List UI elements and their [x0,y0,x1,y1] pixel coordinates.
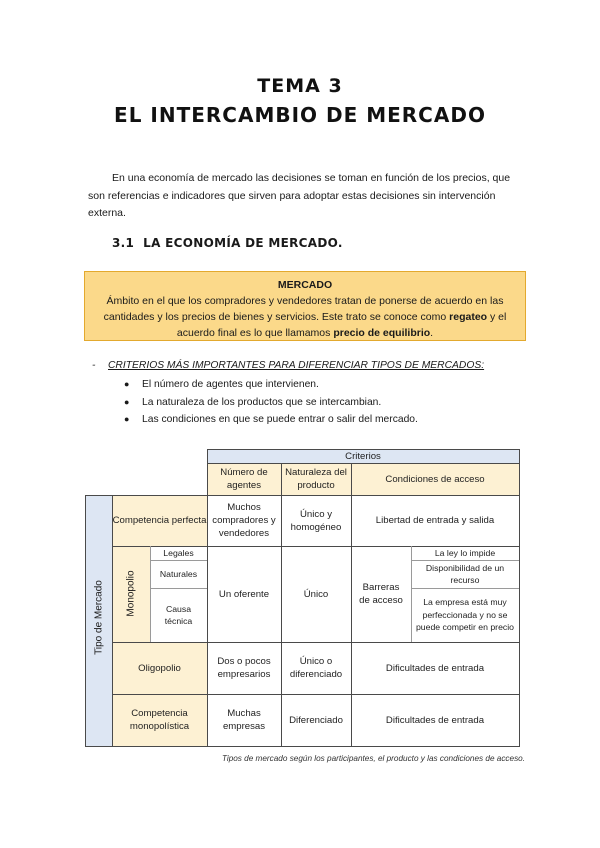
mon-detalle-recurso: Disponibilidad de un recurso [425,562,505,585]
definition-text-part: y el acuerdo final es lo que llamamos [176,311,507,339]
mon-acceso: Barreras de acceso [359,582,403,606]
col-header-producto: Naturaleza del producto [281,463,351,495]
col-header-acceso: Condiciones de acceso [351,463,519,495]
definition-heading: MERCADO [277,279,333,291]
list-dash: - [92,360,96,371]
row-oligopolio: Oligopolio [112,642,207,694]
list-item: ● La naturaleza de los productos que se intercambian. [122,394,418,412]
table-line [351,463,352,747]
chapter-title: EL INTERCAMBIO DE MERCADO [114,103,486,127]
mon-producto: Único [303,588,329,600]
section-number: 3.1 [112,236,135,250]
cm-acceso: Dificultades de entrada [385,714,485,726]
table-line [85,495,86,747]
table-line [85,495,519,496]
cp-producto: Único y homogéneo [290,508,342,533]
definition-text-part: Ámbito en el que los compradores y vendedores tratan de ponerse de acuerdo en las cantidades y los precios de bienes y servicios. Este trato se conoce como [103,295,504,323]
table-line [150,560,207,561]
row-axis-label: Tipo de Mercado [93,580,105,655]
definition-text-part: . [430,327,434,339]
table-line [411,560,519,561]
table-line [519,449,520,747]
row-competencia-monopolistica: Competencia monopolística [112,694,207,746]
table-line [411,546,412,642]
section-title: LA ECONOMÍA DE MERCADO. [143,236,343,250]
cp-acceso: Libertad de entrada y salida [375,515,495,526]
list-item: ● El número de agentes que intervienen. [122,376,418,394]
list-item: ● Las condiciones en que se puede entrar o salir del mercado. [122,411,418,429]
table-line [207,449,519,450]
mon-detalle-ley: La ley lo impide [434,547,496,558]
definition-bold-regateo: regateo [449,311,488,323]
col-header-agentes: Número de agentes [207,463,281,495]
table-line [85,746,519,747]
intro-paragraph: En una economía de mercado las decisiones se toman en función de los precios, que son referencias e indicadores que sirven para adoptar estas decisiones sin intervención externa. [88,172,511,219]
criterios-header: Criterios [207,449,519,463]
table-line [411,588,519,589]
mon-detalle-tecnica: La empresa está muy perfeccionada y no se puede competir en precio [415,597,515,633]
table-caption: Tipos de mercado según los participantes, el producto y las condiciones de acceso. [221,754,525,763]
table-line [112,642,519,643]
olig-acceso: Dificultades de entrada [385,662,485,674]
criteria-heading-text: CRITERIOS MÁS IMPORTANTES PARA DIFERENCIAR TIPOS DE MERCADOS: [108,360,485,371]
monopolio-sub-legales: Legales [163,547,194,558]
table-line [150,546,151,642]
table-line [112,546,519,547]
definition-bold-precio: precio de equilibrio [333,327,431,339]
cm-producto: Diferenciado [289,714,343,726]
table-line [207,463,519,464]
table-line [112,495,113,747]
mon-agentes: Un oferente [218,588,270,600]
olig-agentes: Dos o pocos empresarios [217,656,271,680]
row-monopolio: Monopolio [125,570,137,617]
table-line [207,449,208,747]
monopolio-sub-tecnica: Causa técnica [164,603,193,626]
table-line [281,463,282,747]
chapter-number: TEMA 3 [257,75,343,97]
monopolio-sub-naturales: Naturales [159,568,198,579]
table-line [112,694,519,695]
cp-agentes: Muchos compradores y vendedores [212,502,276,539]
olig-producto: Único o diferenciado [289,656,343,680]
cm-agentes: Muchas empresas [222,708,266,732]
table-line [150,588,207,589]
row-competencia-perfecta: Competencia perfecta [112,495,207,546]
